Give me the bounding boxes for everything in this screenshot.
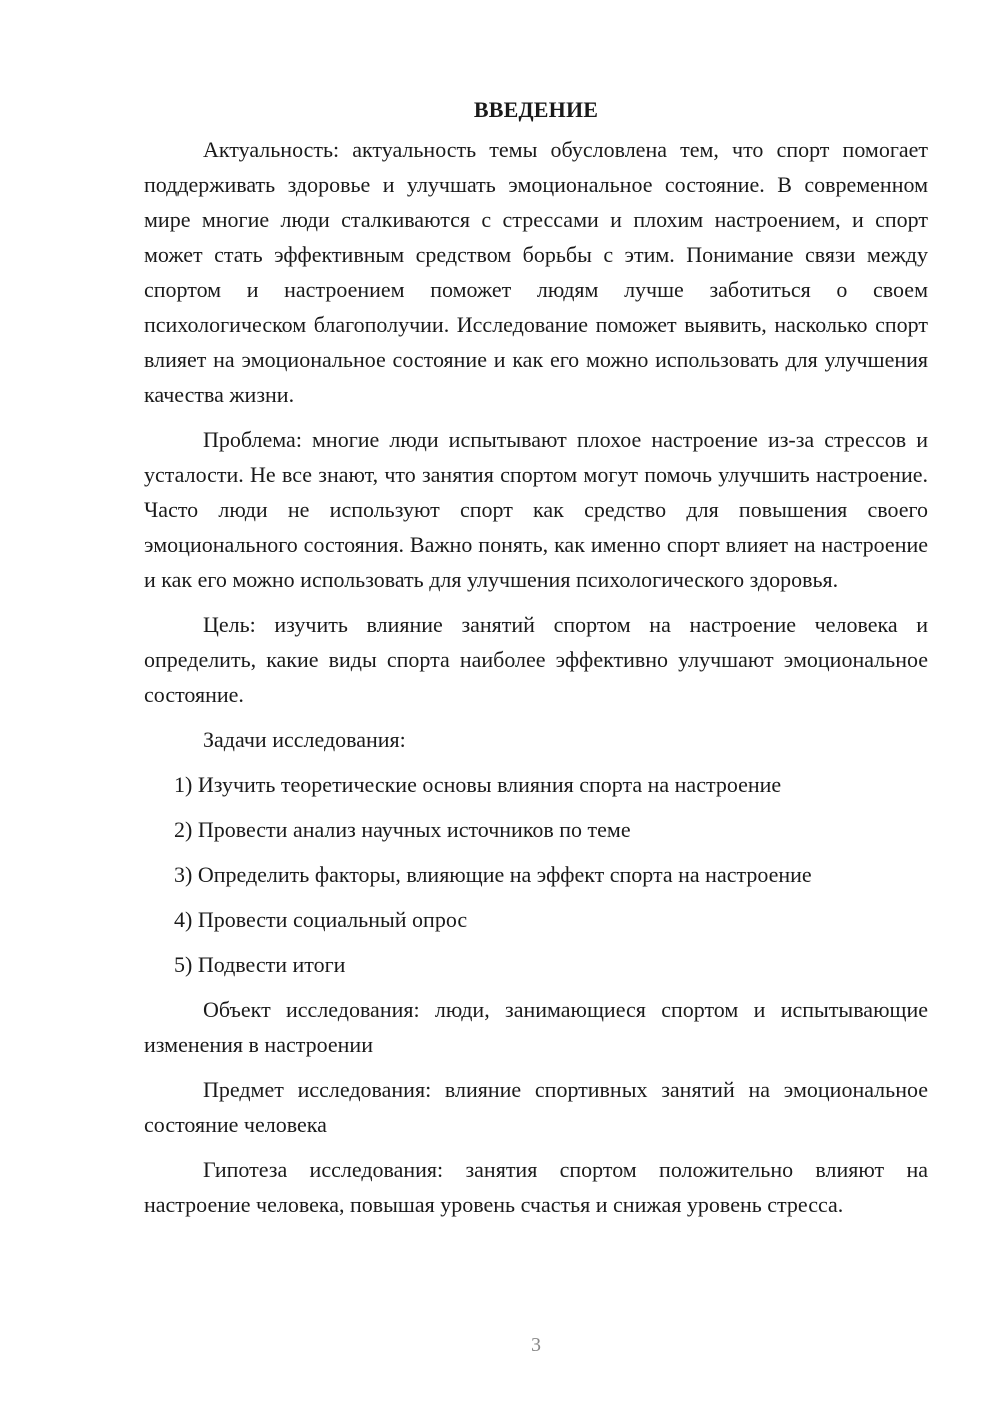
tasks-list bbox=[144, 767, 928, 982]
page-number: 3 bbox=[531, 1334, 541, 1356]
document-page bbox=[144, 96, 928, 1232]
relevance-paragraph: Актуальность: актуальность темы обусловлена тем, что спорт помогает поддерживать здоровье и улучшать эмоциональное состояние. В современном мире многие люди сталкиваются с стрессами и плохим настроением, и спорт может стать эффективным средством борьбы с этим. Понимание связи между спортом и настроением поможет людям лучше заботиться о своем психологическом благополучии. Исследование поможет выявить, насколько спорт влияет на эмоциональное состояние и как его можно использовать для улучшения качества жизни. bbox=[144, 137, 928, 407]
problem-paragraph: Проблема: многие люди испытывают плохое настроение из-за стрессов и усталости. Не все знают, что занятия спортом могут помочь улучшить настроение. Часто люди не используют спорт как средство для повышения своего эмоционального состояния. Важно понять, как именно спорт влияет на настроение и как его можно использовать для улучшения психологического здоровья. bbox=[144, 427, 928, 592]
hypothesis-paragraph: Гипотеза исследования: занятия спортом положительно влияют на настроение человека, повышая уровень счастья и снижая уровень стресса. bbox=[144, 1157, 928, 1217]
task-item-1: 1) Изучить теоретические основы влияния спорта на настроение bbox=[174, 772, 782, 797]
goal-paragraph: Цель: изучить влияние занятий спортом на настроение человека и определить, какие виды спорта наиболее эффективно улучшают эмоциональное состояние. bbox=[144, 612, 928, 707]
task-item-4: 4) Провести социальный опрос bbox=[174, 907, 468, 932]
task-item-2: 2) Провести анализ научных источников по теме bbox=[174, 817, 631, 842]
tasks-title: Задачи исследования: bbox=[203, 727, 406, 752]
object-paragraph: Объект исследования: люди, занимающиеся спортом и испытывающие изменения в настроении bbox=[144, 997, 928, 1057]
task-item-5: 5) Подвести итоги bbox=[174, 952, 346, 977]
task-item-3: 3) Определить факторы, влияющие на эффект спорта на настроение bbox=[174, 862, 812, 887]
section-heading: ВВЕДЕНИЕ bbox=[473, 97, 599, 122]
subject-paragraph: Предмет исследования: влияние спортивных занятий на эмоциональное состояние человека bbox=[144, 1077, 928, 1137]
